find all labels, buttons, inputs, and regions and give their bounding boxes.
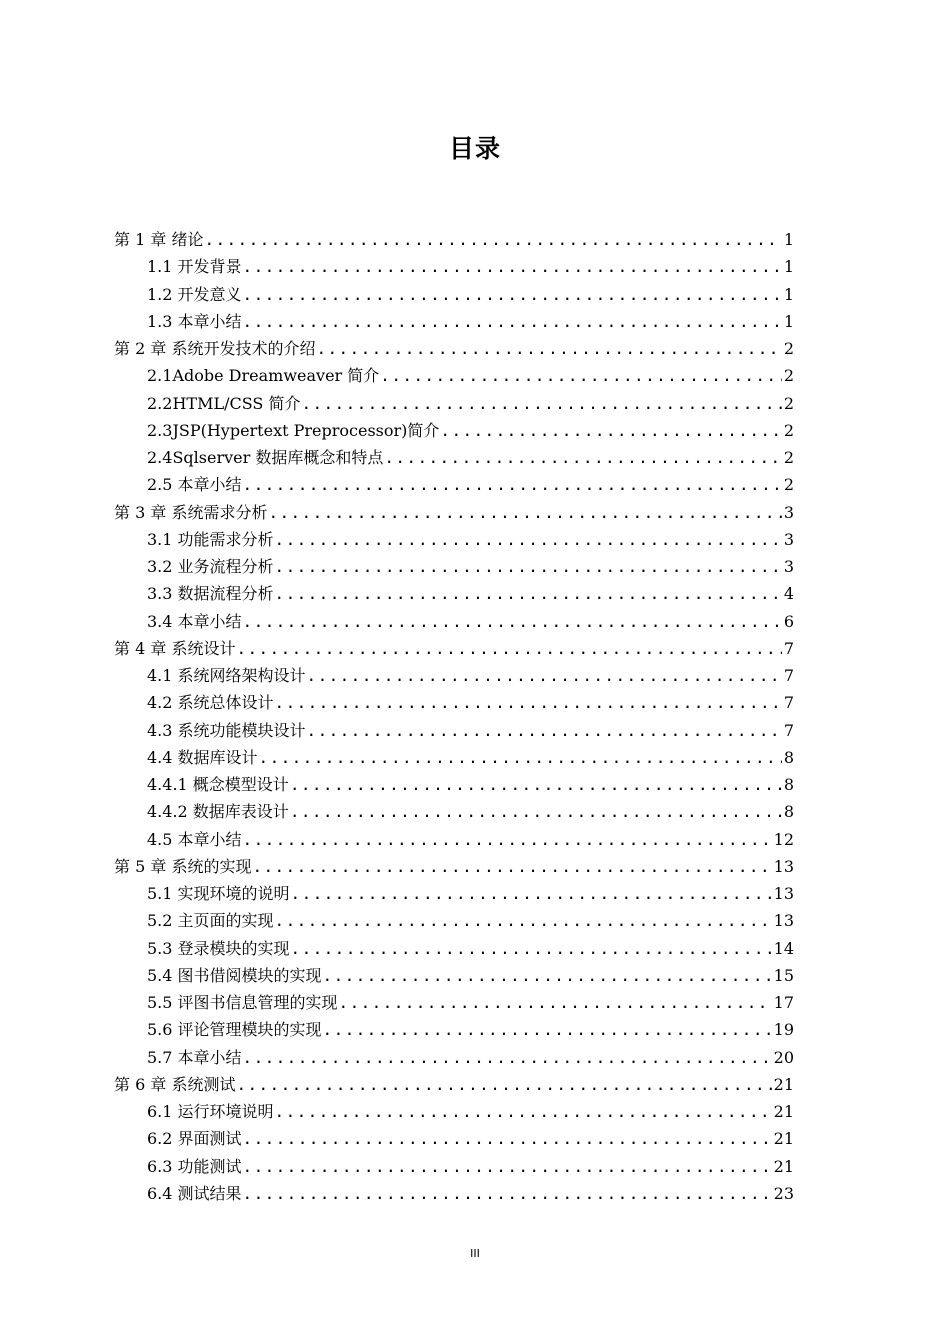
table-of-contents [114, 226, 794, 1207]
toc-entry-title: 4.4.2 数据库表设计 [147, 802, 289, 822]
toc-section-entry[interactable] [114, 798, 794, 825]
toc-section-entry[interactable] [114, 962, 794, 989]
toc-entry-page-number: 13 [773, 856, 794, 876]
page-title: 目录 [448, 134, 501, 163]
toc-entry-title: 4.2 系统总体设计 [147, 693, 274, 713]
toc-section-entry[interactable] [114, 1180, 794, 1207]
toc-dot-leader [242, 308, 782, 335]
toc-entry-page-number: 4 [783, 584, 794, 604]
toc-entry-title: 第 1 章 绪论 [114, 230, 204, 249]
toc-entry-title: 4.3 系统功能模块设计 [147, 720, 306, 740]
toc-dot-leader [235, 1071, 771, 1098]
toc-dot-leader [242, 471, 782, 498]
toc-entry-page-number: 8 [783, 775, 794, 794]
toc-entry-title: 第 5 章 系统的实现 [114, 856, 252, 876]
toc-dot-leader [290, 935, 772, 962]
toc-entry-title: 3.1 功能需求分析 [147, 529, 274, 549]
toc-dot-leader [274, 1098, 772, 1125]
toc-entry-title: 3.3 数据流程分析 [147, 584, 274, 604]
toc-entry-page-number: 1 [783, 311, 794, 331]
toc-dot-leader [203, 226, 781, 253]
toc-dot-leader [290, 880, 772, 907]
toc-entry-page-number: 3 [783, 502, 794, 522]
toc-dot-leader [306, 662, 782, 689]
toc-entry-page-number: 7 [783, 666, 794, 685]
toc-section-entry[interactable] [114, 744, 794, 771]
toc-entry-title: 4.4 数据库设计 [147, 747, 258, 767]
toc-entry-title: 5.6 评论管理模块的实现 [147, 1020, 322, 1040]
toc-section-entry[interactable] [114, 717, 794, 744]
toc-entry-title: 第 4 章 系统设计 [114, 638, 236, 658]
toc-entry-title: 4.5 本章小结 [147, 829, 242, 849]
toc-entry-page-number: 21 [773, 1156, 794, 1176]
toc-section-entry[interactable] [114, 1098, 794, 1125]
page-number: III [470, 1247, 480, 1260]
toc-dot-leader [274, 689, 782, 716]
toc-entry-page-number: 21 [773, 1129, 794, 1149]
toc-dot-leader [242, 281, 782, 308]
toc-dot-leader [242, 608, 782, 635]
toc-entry-title: 5.4 图书借阅模块的实现 [147, 965, 322, 985]
toc-section-entry[interactable] [114, 1016, 794, 1043]
toc-entry-page-number: 2 [783, 366, 794, 386]
toc-chapter-entry[interactable] [114, 1071, 794, 1098]
toc-dot-leader [379, 362, 782, 389]
toc-entry-title: 第 3 章 系统需求分析 [114, 502, 268, 522]
toc-section-entry[interactable] [114, 417, 794, 444]
toc-entry-page-number: 1 [783, 230, 794, 249]
toc-entry-title: 5.2 主页面的实现 [147, 911, 274, 931]
toc-entry-page-number: 7 [783, 638, 794, 658]
toc-entry-title: 3.2 业务流程分析 [147, 557, 274, 576]
toc-section-entry[interactable] [114, 1125, 794, 1152]
toc-entry-title: 4.1 系统网络架构设计 [147, 666, 306, 685]
toc-section-entry[interactable] [114, 471, 794, 498]
toc-dot-leader [274, 553, 782, 580]
toc-dot-leader [242, 1153, 772, 1180]
toc-entry-title: 第 6 章 系统测试 [114, 1074, 236, 1094]
toc-section-entry[interactable] [114, 553, 794, 580]
toc-dot-leader [242, 1044, 772, 1071]
toc-section-entry[interactable] [114, 662, 794, 689]
toc-chapter-entry[interactable] [114, 499, 794, 526]
toc-section-entry[interactable] [114, 880, 794, 907]
toc-entry-title: 1.3 本章小结 [147, 311, 242, 331]
toc-section-entry[interactable] [114, 308, 794, 335]
toc-dot-leader [274, 907, 772, 934]
toc-entry-title: 2.4Sqlserver 数据库概念和特点 [147, 448, 384, 467]
toc-dot-leader [267, 499, 781, 526]
toc-section-entry[interactable] [114, 362, 794, 389]
toc-entry-page-number: 20 [773, 1047, 794, 1067]
toc-entry-title: 5.5 评图书信息管理的实现 [147, 993, 338, 1012]
toc-entry-page-number: 13 [773, 911, 794, 931]
toc-entry-title: 4.4.1 概念模型设计 [147, 775, 289, 794]
toc-section-entry[interactable] [114, 907, 794, 934]
toc-chapter-entry[interactable] [114, 335, 794, 362]
toc-entry-title: 3.4 本章小结 [147, 611, 242, 631]
toc-dot-leader [306, 717, 782, 744]
toc-entry-title: 2.3JSP(Hypertext Preprocessor)简介 [147, 420, 440, 440]
toc-dot-leader [274, 526, 782, 553]
toc-section-entry[interactable] [114, 253, 794, 280]
toc-entry-page-number: 3 [783, 557, 794, 576]
toc-entry-page-number: 12 [773, 829, 794, 849]
toc-dot-leader [242, 826, 772, 853]
toc-entry-title: 第 2 章 系统开发技术的介绍 [114, 339, 316, 358]
toc-dot-leader [383, 444, 781, 471]
toc-dot-leader [235, 635, 781, 662]
toc-dot-leader [289, 798, 782, 825]
toc-entry-title: 2.1Adobe Dreamweaver 简介 [147, 366, 380, 386]
toc-dot-leader [251, 853, 771, 880]
toc-section-entry[interactable] [114, 1153, 794, 1180]
toc-entry-page-number: 21 [773, 1074, 794, 1094]
toc-dot-leader [242, 253, 782, 280]
toc-entry-page-number: 1 [783, 257, 794, 277]
toc-entry-title: 6.2 界面测试 [147, 1129, 242, 1149]
toc-entry-page-number: 8 [783, 747, 794, 767]
toc-entry-page-number: 1 [783, 284, 794, 304]
toc-entry-page-number: 15 [773, 965, 794, 985]
toc-entry-title: 5.3 登录模块的实现 [147, 938, 290, 958]
toc-dot-leader [289, 771, 782, 798]
toc-section-entry[interactable] [114, 281, 794, 308]
toc-section-entry[interactable] [114, 526, 794, 553]
toc-section-entry[interactable] [114, 580, 794, 607]
toc-dot-leader [439, 417, 781, 444]
toc-entry-title: 6.1 运行环境说明 [147, 1102, 274, 1121]
toc-entry-title: 6.3 功能测试 [147, 1156, 242, 1176]
toc-section-entry[interactable] [114, 689, 794, 716]
toc-entry-title: 6.4 测试结果 [147, 1183, 242, 1203]
toc-section-entry[interactable] [114, 826, 794, 853]
toc-dot-leader [242, 1180, 772, 1207]
toc-dot-leader [258, 744, 782, 771]
toc-section-entry[interactable] [114, 1044, 794, 1071]
toc-dot-leader [300, 390, 781, 417]
toc-entry-page-number: 7 [783, 693, 794, 713]
toc-entry-page-number: 21 [773, 1102, 794, 1121]
toc-entry-title: 1.1 开发背景 [147, 257, 242, 277]
toc-section-entry[interactable] [114, 989, 794, 1016]
toc-entry-page-number: 17 [773, 993, 794, 1012]
toc-entry-title: 2.5 本章小结 [147, 475, 242, 495]
toc-entry-page-number: 8 [783, 802, 794, 822]
toc-entry-page-number: 2 [783, 475, 794, 495]
toc-entry-page-number: 2 [783, 448, 794, 467]
toc-entry-page-number: 13 [773, 884, 794, 903]
toc-entry-page-number: 2 [783, 420, 794, 440]
toc-section-entry[interactable] [114, 390, 794, 417]
toc-chapter-entry[interactable] [114, 635, 794, 662]
toc-entry-page-number: 3 [783, 529, 794, 549]
toc-entry-title: 5.7 本章小结 [147, 1047, 242, 1067]
toc-section-entry[interactable] [114, 771, 794, 798]
toc-dot-leader [242, 1125, 772, 1152]
toc-entry-page-number: 19 [773, 1020, 794, 1040]
toc-entry-title: 5.1 实现环境的说明 [147, 884, 290, 903]
toc-entry-page-number: 2 [783, 339, 794, 358]
toc-entry-title: 2.2HTML/CSS 简介 [147, 393, 301, 413]
toc-entry-page-number: 2 [783, 393, 794, 413]
toc-entry-page-number: 23 [773, 1183, 794, 1203]
toc-entry-title: 1.2 开发意义 [147, 284, 242, 304]
toc-section-entry[interactable] [114, 608, 794, 635]
toc-chapter-entry[interactable] [114, 226, 794, 253]
toc-dot-leader [322, 962, 772, 989]
toc-entry-page-number: 6 [783, 611, 794, 631]
toc-chapter-entry[interactable] [114, 853, 794, 880]
toc-dot-leader [338, 989, 772, 1016]
toc-section-entry[interactable] [114, 935, 794, 962]
toc-section-entry[interactable] [114, 444, 794, 471]
toc-dot-leader [274, 580, 782, 607]
toc-dot-leader [315, 335, 781, 362]
toc-dot-leader [322, 1016, 772, 1043]
toc-entry-page-number: 14 [773, 938, 794, 958]
toc-entry-page-number: 7 [783, 720, 794, 740]
